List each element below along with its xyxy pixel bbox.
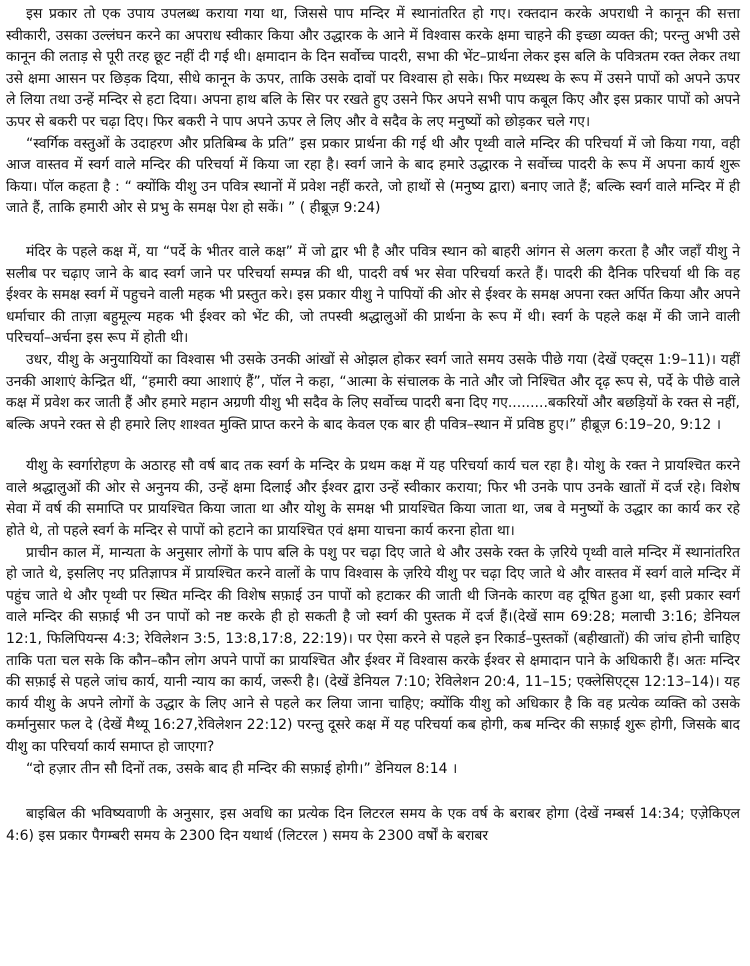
paragraph-4: उधर, यीशु के अनुयायियों का विश्वास भी उसके उनकी आंखों से ओझल होकर स्वर्ग जाते समय उसके पीछे गया (देखें एक्ट्स 1:9–11)। यहीं उनकी आशाएं केन्द्रित थीं, “हमारी क्या आशाएं हैं”, पॉल ने कहा, “आत्मा के संचालक के नाते और जो निश्चित और दृढ़ रूप से, पर्दे के पीछे वाले कक्ष में प्रवेश कर जाती हैं और हमारे महान अग्रणी यीशु भी सदैव के लिए सर्वोच्च पादरी बना दिए गए.........बकरियों और बछड़ियों के रक्त से नहीं, बल्कि अपने रक्त से ही हमारे लिए शाश्वत मुक्ति प्राप्त करने के बाद केवल एक बार ही पवित्र–स्थान में प्रविष्ठ हुए।” हीब्रूज़ 6:19–20, 9:12 । bbox=[6, 351, 740, 433]
paragraph-gap bbox=[6, 780, 740, 804]
paragraph-5: यीशु के स्वर्गारोहण के अठारह सौ वर्ष बाद तक स्वर्ग के मन्दिर के प्रथम कक्ष में यह परिचर्या कार्य चल रहा है। योशु के रक्त ने प्रायश्चित करने वाले श्रद्धालुओं की ओर से अनुनय की, उन्हें क्षमा दिलाई और ईश्वर द्वारा उन्हें स्वीकार कराया; फिर भी उनके पाप उनके खातों में दर्ज रहे। विशेष सेवा में वर्ष की समाप्ति पर प्रायश्चित किया जाता था और योशु के समक्ष भी प्रायश्चित किया जाता था, जब वे मनुष्यों के उद्धार का कार्य कर रहे होते थे, तो पहले स्वर्ग के मन्दिर से पापों को हटाने का प्रायश्चित एवं क्षमा याचना कार्य करना होता था। bbox=[6, 458, 740, 540]
paragraph-2: “स्वर्गिक वस्तुओं के उदाहरण और प्रतिबिम्ब के प्रति” इस प्रकार प्रार्थना की गई थी और पृथ्वी वाले मन्दिर की परिचर्या में जो किया गया, वही आज वास्तव में स्वर्ग वाले मन्दिर की परिचर्या में किया जा रहा है। स्वर्ग जाने के बाद हमारे उद्धारक ने सर्वोच्च पादरी के रूप में अपना कार्य शुरू किया। पॉल कहता है : “ क्योंकि यीशु उन पवित्र स्थानों में प्रवेश नहीं करते, जो हाथों से (मनुष्य द्वारा) बनाए जाते हैं; बल्कि स्वर्ग वाले मन्दिर में ही जाते हैं, ताकि हमारी ओर से प्रभु के समक्ष पेश हो सकें। ” ( हीब्रूज़ 9:24) bbox=[6, 135, 740, 217]
paragraph-gap bbox=[6, 436, 740, 456]
paragraph-1: इस प्रकार तो एक उपाय उपलब्ध कराया गया था, जिससे पाप मन्दिर में स्थानांतरित हो गए। रक्तदान करके अपराधी ने कानून की सत्ता स्वीकारी, उसका उल्लंघन करने का अपराध स्वीकार किया और उद्धारक के आने में विश्वास करके क्षमा चाहने की इच्छा व्यक्त की; परन्तु अभी उसे कानून की लताड़ से पूरी तरह छूट नहीं दी गई थी। क्षमादान के दिन सर्वोच्च पादरी, सभा की भेंट–प्रार्थना लेकर इस बलि के पवित्रतम रक्त लेकर तथा उसे क्षमा आसन पर छिड़क दिया, सीधे कानून के ऊपर, ताकि उसके दावों पर विश्वास हो सके। फिर मध्यस्थ के रूप में उसने पापों को अपने ऊपर ले लिया तथा उन्हें मन्दिर से हटा दिया। अपना हाथ बलि के सिर पर रखते हुए उसने फिर अपने सभी पाप कबूल किए और इस प्रकार पापों को अपने ऊपर से बकरी पर चढ़ा दिए। फिर बकरी ने पाप अपने ऊपर ले लिए और वे सदैव के लए मनुष्यों को छोड़कर चले गए। bbox=[6, 6, 740, 130]
paragraph-gap bbox=[6, 220, 740, 242]
paragraph-6: प्राचीन काल में, मान्यता के अनुसार लोगों के पाप बलि के पशु पर चढ़ा दिए जाते थे और उसके रक्त के ज़रिये पृथ्वी वाले मन्दिर में स्थानांतरित हो जाते थे, इसलिए नए प्रतिज्ञापत्र में प्रायश्चित करने वालों के पाप विश्वास के ज़रिये यीशु पर चढ़ा दिए जाते थे और वास्तव में स्वर्ग वाले मन्दिर में पहुंच जाते थे और पृथ्वी पर स्थित मन्दिर की विशेष सफ़ाई उन पापों को हटाकर की जाती थी जिनके कारण वह दूषित हुआ था, इसी प्रकार स्वर्ग वाले मन्दिर की सफ़ाई भी उन पापों को नष्ट करके ही हो सकती है जो स्वर्ग की पुस्तक में दर्ज हैं।(देखें साम 69:28; मलाची 3:16; डेनियल 12:1, फिलिपियन्स 4:3; रेविलेशन 3:5, 13:8,17:8, 22:19)। पर ऐसा करने से पहले इन रिकार्ड–पुस्तकों (बहीखातों) की जांच होनी चाहिए ताकि पता चल सके कि कौन–कौन लोग अपने पापों का प्रायश्चित और ईश्वर में विश्वास करके ईश्वर से क्षमादान पाने के अधिकारी हैं। अतः मन्दिर की सफ़ाई से पहले जांच कार्य, यानी न्याय का कार्य, जरूरी है। (देखें डेनियल 7:10; रेविलेशन 20:4, 11–15; एक्लेसिएट्स 12:13–14)। यह कार्य यीशु के अपने लोगों के उद्धार के लिए आने से पहले कर लिया जाना चाहिए; क्योंकि यीशु को अधिकार है कि वह प्रत्येक व्यक्ति को उसके कर्मानुसार फल दे (देखें मैथ्यू 16:27,रेविलेशन 22:12) परन्तु दूसरे कक्ष में यह परिचर्या कब होगी, कब मन्दिर की सफ़ाई शुरू होगी, जिसके बाद यीशु का परिचर्या कार्य समाप्त हो जाएगा? bbox=[6, 544, 740, 755]
paragraph-7: बाइबिल की भविष्यवाणी के अनुसार, इस अवधि का प्रत्येक दिन लिटरल समय के एक वर्ष के बराबर होगा (देखें नम्बर्स 14:34; एज़ेकिएल 4:6) इस प्रकार पैगम्बरी समय के 2300 दिन यथार्थ (लिटरल ) समय के 2300 वर्षों के बराबर bbox=[6, 806, 740, 844]
paragraph-3: मंदिर के पहले कक्ष में, या “पर्दे के भीतर वाले कक्ष” में जो द्वार भी है और पवित्र स्थान को बाहरी आंगन से अलग करता है और जहाँ यीशु ने सलीब पर चढ़ाए जाने के बाद स्वर्ग जाने पर परिचर्या सम्पन्न की थी, पादरी वर्ष भर सेवा परिचर्या करते हैं। पादरी की दैनिक परिचर्या थी कि वह ईश्वर के समक्ष स्वर्ग में पहुचने वाली महक भी प्रस्तुत करे। इस प्रकार यीशु ने पापियों की ओर से ईश्वर के समक्ष अपना रक्त अर्पित किया और अपने धर्माचार की ताज़ा बहुमूल्य महक भी ईश्वर को भेंट की, जो तपस्वी श्रद्धालुओं की प्रार्थना के रूप में थी। स्वर्ग के पहले कक्ष में की जाने वाली परिचर्या–अर्चना इस रूप में होती थी। bbox=[6, 243, 740, 347]
quote-line: “दो हज़ार तीन सौ दिनों तक, उसके बाद ही मन्दिर की सफ़ाई होगी।” डेनियल 8:14 । bbox=[26, 760, 458, 777]
